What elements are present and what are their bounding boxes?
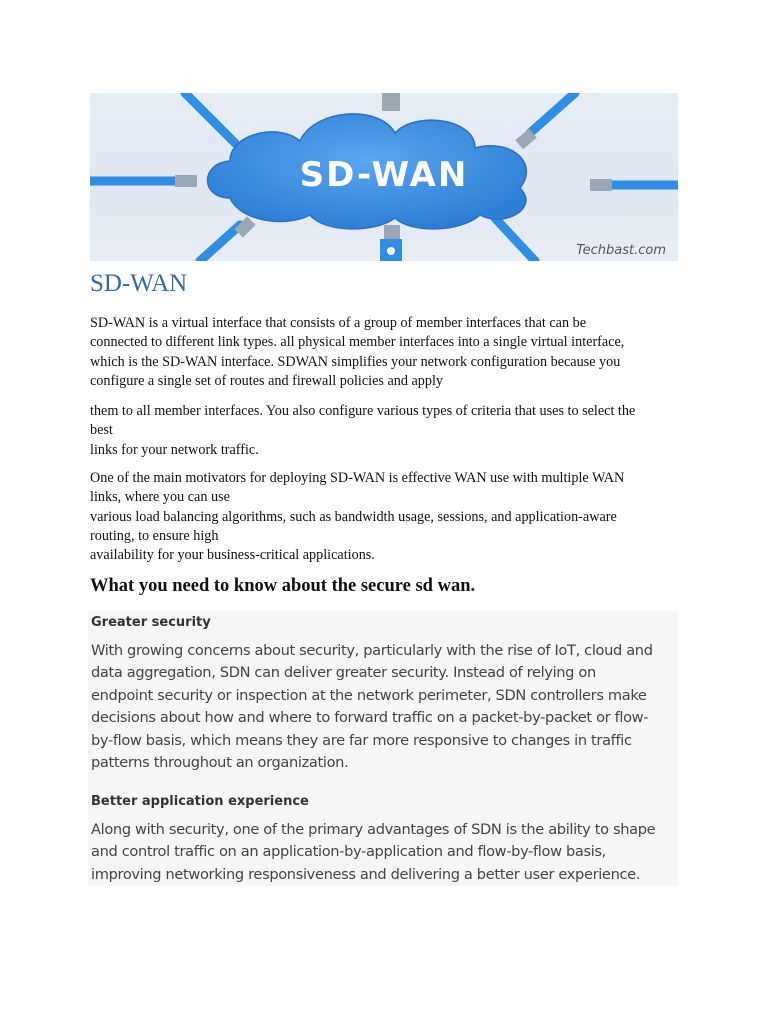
text-line: Along with security, one of the primary advantages of SDN is the ability to shape (91, 821, 656, 838)
text-line: decisions about how and where to forward traffic on a packet-by-packet or flow- (91, 709, 649, 727)
text-line: endpoint security or inspection at the network perimeter, SDN controllers make (91, 686, 647, 704)
subheading-better-application-experience: Better application experience (91, 794, 309, 809)
text-line: routing, to ensure high (90, 527, 219, 544)
text-line: various load balancing algorithms, such as bandwidth usage, sessions, and application-aware (90, 508, 617, 525)
text-line: configure a single set of routes and firewall policies and apply (90, 372, 443, 389)
text-line: which is the SD-WAN interface. SDWAN simplifies your network configuration because you (90, 353, 621, 370)
text-line: One of the main motivators for deploying SD-WAN is effective WAN use with multiple WAN (90, 470, 625, 486)
greater-security-paragraph (91, 640, 653, 774)
motivators-paragraph (90, 469, 690, 565)
intro-paragraph (90, 314, 690, 391)
sd-wan-banner-image (90, 93, 678, 261)
text-line: best (90, 422, 113, 439)
text-line: them to all member interfaces. You also configure various types of criteria that uses to select the (90, 403, 636, 419)
page-title: SD-WAN (90, 270, 188, 297)
subheading-greater-security: Greater security (91, 615, 211, 630)
text-line: availability for your business-critical applications. (90, 547, 375, 564)
text-line: improving networking responsiveness and delivering a better user experience. (91, 865, 641, 883)
member-interfaces-paragraph (90, 402, 690, 460)
text-line: links for your network traffic. (90, 441, 259, 458)
text-line: by-flow basis, which means they are far more responsive to changes in traffic (91, 731, 632, 749)
text-line: connected to different link types. all physical member interfaces into a single virtual interface, (90, 334, 625, 351)
text-line: patterns throughout an organization. (91, 754, 349, 772)
banner-cloud-text: SD-WAN (299, 155, 469, 195)
text-line: data aggregation, SDN can deliver greater security. Instead of relying on (91, 664, 596, 682)
section-heading: What you need to know about the secure sd wan. (90, 576, 476, 596)
text-line: links, where you can use (90, 489, 230, 506)
text-line: and control traffic on an application-by-application and flow-by-flow basis, (91, 843, 606, 861)
application-experience-paragraph (91, 819, 655, 886)
text-line: SD-WAN is a virtual interface that consists of a group of member interfaces that can be (90, 315, 586, 331)
banner-watermark: Techbast.com (576, 243, 666, 258)
text-line: With growing concerns about security, particularly with the rise of IoT, cloud and (91, 642, 653, 659)
